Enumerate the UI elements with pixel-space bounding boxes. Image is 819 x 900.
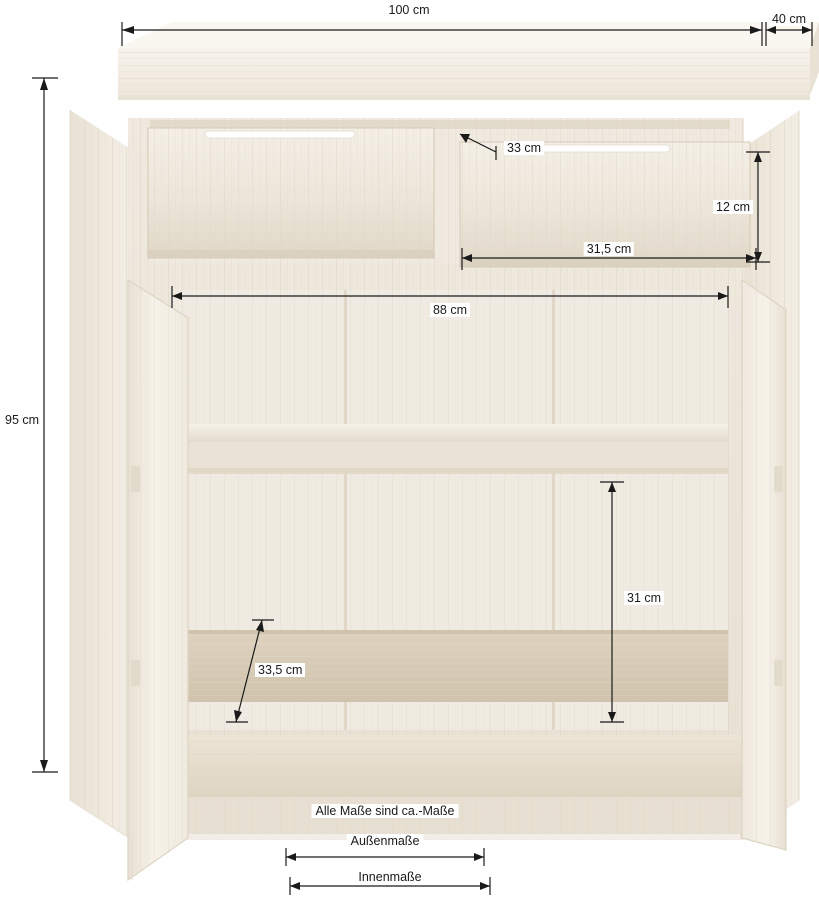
dimension-label-inner-width: 88 cm <box>430 303 470 317</box>
dimension-label-drawer-height: 12 cm <box>713 200 753 214</box>
legend-inner-measures: Innenmaße <box>354 870 425 884</box>
dimension-label-depth-total: 40 cm <box>769 12 809 26</box>
dimension-label-drawer-width: 31,5 cm <box>584 242 634 256</box>
dimension-label-width-total: 100 cm <box>386 3 433 17</box>
dimension-label-compartment-height-lower: 31 cm <box>624 591 664 605</box>
dimension-label-height-total: 95 cm <box>2 413 42 427</box>
legend-outer-measures: Außenmaße <box>347 834 424 848</box>
note-approx-measures: Alle Maße sind ca.-Maße <box>312 804 459 818</box>
dimension-label-compartment-height-upper: 33,5 cm <box>255 663 305 677</box>
dimension-label-drawer-depth: 33 cm <box>504 141 544 155</box>
